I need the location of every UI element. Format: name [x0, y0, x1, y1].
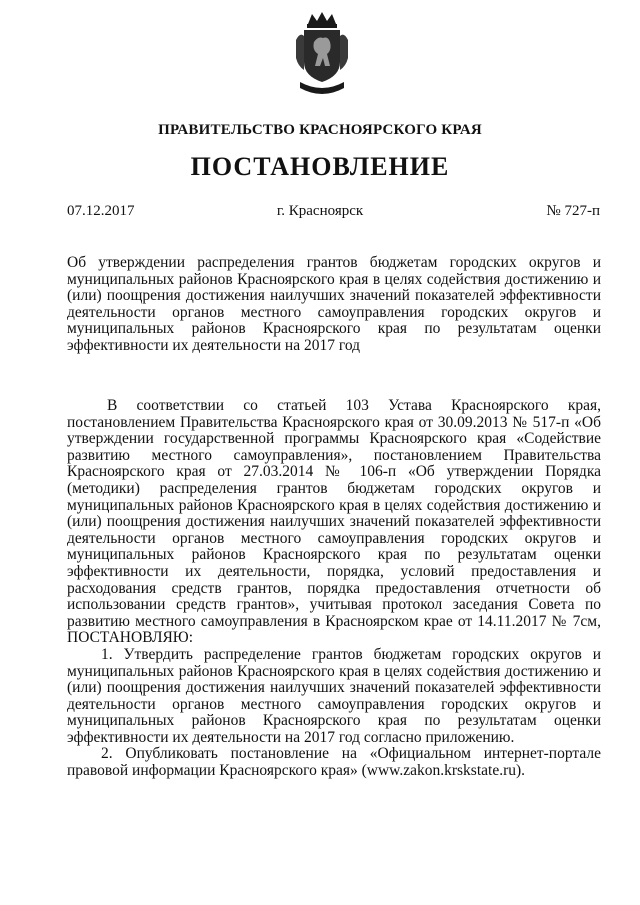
document-city: г. Красноярск: [276, 203, 364, 219]
document-date: 07.12.2017: [67, 203, 135, 219]
document-number: № 727-п: [546, 203, 600, 219]
preamble-paragraph: В соответствии со статьей 103 Устава Красноярского края, постановлением Правительства Красноярского края от 30.09.2013 № 517-п «Об утверждении государственной программы Красноярского края «Содействие развитию местного самоуправления», постановлением Правительства Красноярского края от 27.03.2014 № 106-п «Об утверждении Порядка (методики) распределения грантов бюджетам городских округов и муниципальных районов Красноярского края в целях содействия достижению и (или) поощрения достижения наилучших значений показателей эффективности деятельности органов местного самоуправления городских округов и муниципальных районов Красноярского края по результатам оценки эффективности их деятельности, порядка, условий предоставления и расходования средств грантов, порядка предоставления отчетности об использовании средств грантов», учитывая протокол заседания Совета по развитию местного самоуправления в Красноярском крае от 14.11.2017 № 7см, ПОСТАНОВЛЯЮ:: [67, 397, 601, 647]
organization-name: ПРАВИТЕЛЬСТВО КРАСНОЯРСКОГО КРАЯ: [158, 122, 482, 138]
coat-of-arms-icon: [294, 10, 350, 96]
document-subject: Об утверждении распределения грантов бюджетам городских округов и муниципальных районов Красноярского края в целях содействия достижению и (или) поощрения достижения наилучших значений показателей эффективности деятельности органов местного самоуправления городских округов и муниципальных районов Красноярского края по результатам оценки эффективности их деятельности на 2017 год: [67, 254, 601, 354]
clause-2-paragraph: 2. Опубликовать постановление на «Официальном интернет-портале правовой информации Красноярского края» (www.zakon.krskstate.ru).: [67, 745, 601, 780]
clause-1-paragraph: 1. Утвердить распределение грантов бюджетам городских округов и муниципальных районов Красноярского края в целях содействия достижению и (или) поощрения достижения наилучших значений показателей эффективности деятельности органов местного самоуправления городских округов и муниципальных районов Красноярского края по результатам оценки эффективности их деятельности на 2017 год согласно приложению.: [67, 645, 601, 746]
document-body: [67, 398, 601, 780]
document-type: ПОСТАНОВЛЕНИЕ: [190, 152, 450, 181]
